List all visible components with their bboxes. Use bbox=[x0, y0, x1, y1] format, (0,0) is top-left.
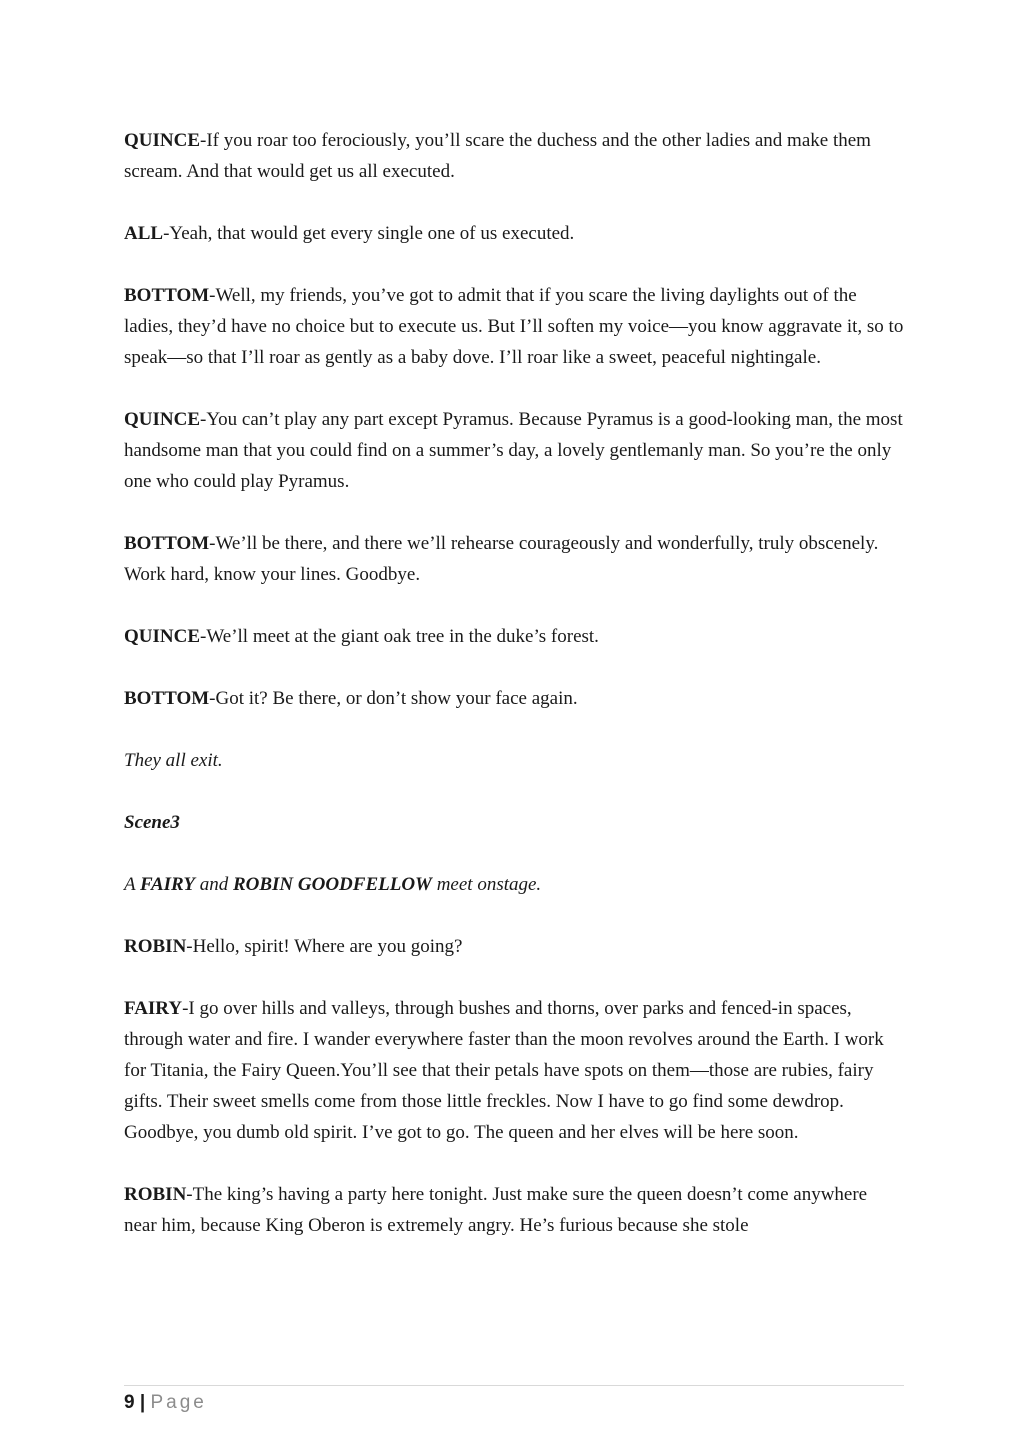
speaker-name: ROBIN bbox=[124, 936, 187, 957]
speaker-name: BOTTOM bbox=[124, 533, 210, 554]
speaker-name: QUINCE bbox=[124, 626, 201, 647]
dialogue-text: -If you roar too ferociously, you’ll scare the duchess and the other ladies and make them scream. And that would get us all executed. bbox=[124, 130, 871, 182]
dialogue-text: -Yeah, that would get every single one of us executed. bbox=[163, 223, 575, 244]
dialogue-paragraph bbox=[124, 683, 904, 714]
dialogue-paragraph bbox=[124, 621, 904, 652]
exit-direction: They all exit. bbox=[124, 750, 223, 771]
dialogue-paragraph bbox=[124, 280, 904, 373]
footer-divider bbox=[124, 1385, 904, 1386]
stage-direction-a: A bbox=[124, 874, 141, 895]
stage-direction-rest: meet onstage. bbox=[431, 874, 542, 895]
stage-direction bbox=[124, 869, 904, 900]
footer-separator: | bbox=[139, 1392, 146, 1413]
dialogue-text: -The king’s having a party here tonight. Just make sure the queen doesn’t come anywhere near him, because King Oberon is extremely angry. He’s furious because she stole bbox=[124, 1184, 868, 1236]
speaker-name: BOTTOM bbox=[124, 688, 210, 709]
dialogue-paragraph bbox=[124, 125, 904, 187]
speaker-name: FAIRY bbox=[124, 998, 183, 1019]
scene-heading bbox=[124, 807, 904, 838]
dialogue-text: -We’ll meet at the giant oak tree in the duke’s forest. bbox=[200, 626, 599, 647]
stage-direction-robin: ROBIN GOODFELLOW bbox=[232, 874, 432, 895]
page-footer bbox=[124, 1391, 207, 1415]
dialogue-text: -You can’t play any part except Pyramus. Because Pyramus is a good-looking man, the most handsome man that you could find on a summer’s day, a lovely gentlemanly man. So you’re the only one who could play Pyramus. bbox=[124, 409, 903, 492]
speaker-name: ALL bbox=[124, 223, 164, 244]
dialogue-text: -I go over hills and valleys, through bushes and thorns, over parks and fenced-in spaces, through water and fire. I wander everywhere faster than the moon revolves around the Earth. I work for Titania, the Fairy Queen.You’ll see that their petals have spots on them—those are rubies, fairy gifts. Their sweet smells come from those little freckles. Now I have to go find some dewdrop. Goodbye, you dumb old spirit. I’ve got to go. The queen and her elves will be here soon. bbox=[124, 998, 884, 1143]
dialogue-text: -Well, my friends, you’ve got to admit that if you scare the living daylights out of the ladies, they’d have no choice but to execute us. But I’ll soften my voice—you know aggravate it, so to speak—so that I’ll roar as gently as a baby dove. I’ll roar like a sweet, peaceful nightingale. bbox=[124, 285, 904, 368]
speaker-name: ROBIN bbox=[124, 1184, 187, 1205]
speaker-name: QUINCE bbox=[124, 130, 201, 151]
speaker-name: QUINCE bbox=[124, 409, 201, 430]
page-content bbox=[124, 125, 904, 1272]
speaker-name: BOTTOM bbox=[124, 285, 210, 306]
dialogue-paragraph bbox=[124, 404, 904, 497]
dialogue-text: -Hello, spirit! Where are you going? bbox=[186, 936, 463, 957]
page-label: Page bbox=[150, 1392, 207, 1413]
stage-direction-and: and bbox=[194, 874, 233, 895]
dialogue-paragraph bbox=[124, 218, 904, 249]
scene-heading-text: Scene3 bbox=[124, 812, 180, 833]
dialogue-paragraph bbox=[124, 931, 904, 962]
stage-direction-fairy: FAIRY bbox=[140, 874, 195, 895]
dialogue-paragraph bbox=[124, 993, 904, 1148]
dialogue-paragraph bbox=[124, 528, 904, 590]
dialogue-text: -We’ll be there, and there we’ll rehearse courageously and wonderfully, truly obscenely. Work hard, know your lines. Goodbye. bbox=[124, 533, 879, 585]
page-number: 9 bbox=[124, 1392, 135, 1413]
dialogue-text: -Got it? Be there, or don’t show your face again. bbox=[209, 688, 578, 709]
dialogue-paragraph bbox=[124, 1179, 904, 1241]
